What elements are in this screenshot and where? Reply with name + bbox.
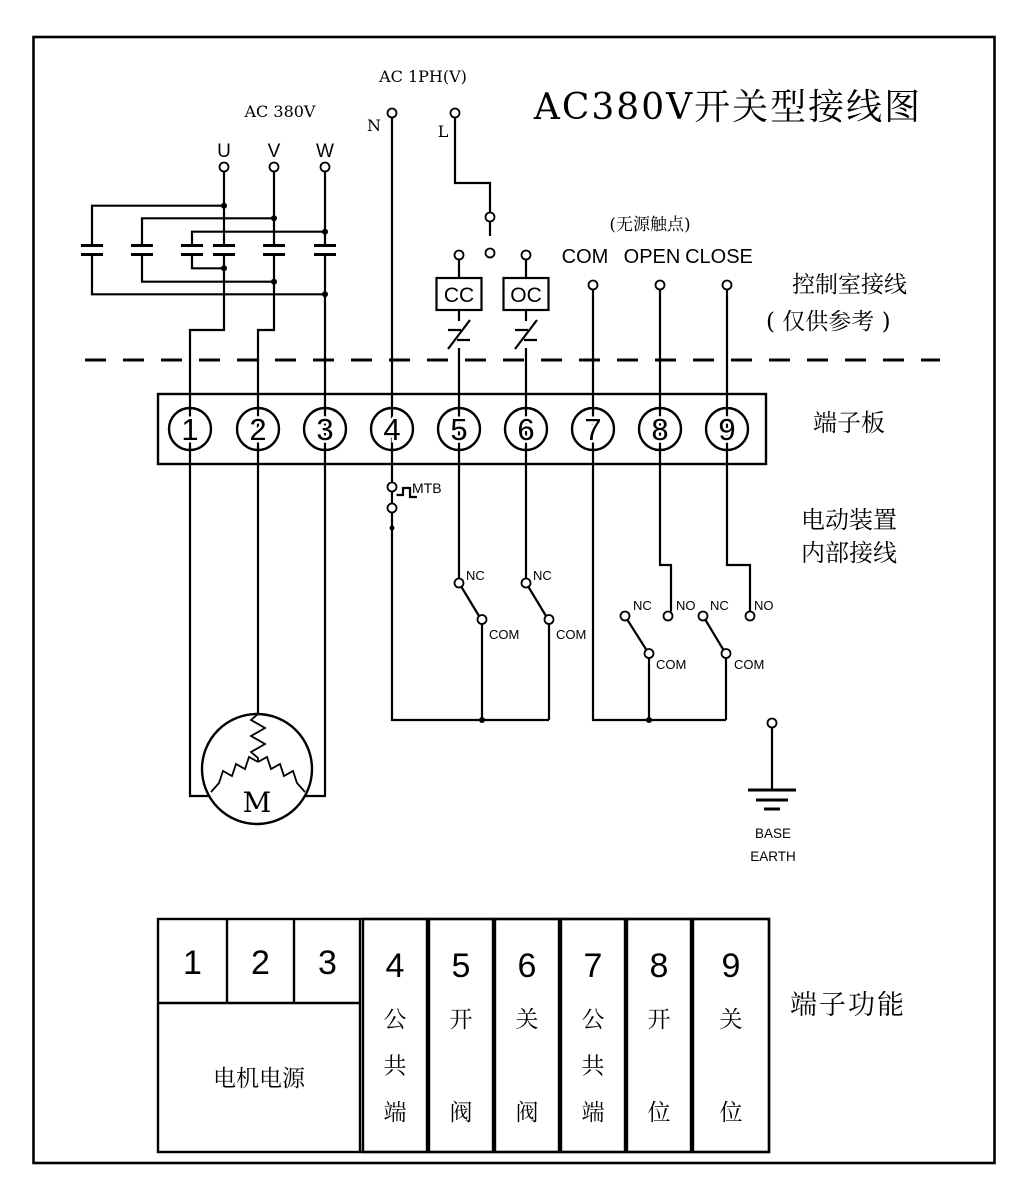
close-signal-label: CLOSE <box>685 246 753 268</box>
motor-power-cell: 电机电源 <box>213 1066 305 1092</box>
nc-label: NC <box>533 568 552 583</box>
contact-symbol-oc <box>515 320 537 349</box>
base-earth-line1: BASE <box>754 826 792 841</box>
neutral-label: N <box>367 116 381 135</box>
single-phase-label: AC 1PH(V) <box>379 67 467 86</box>
table-number: 2 <box>251 944 270 982</box>
three-phase-label: AC 380V <box>244 102 316 121</box>
phase-v-label: V <box>267 141 281 162</box>
table-number: 5 <box>451 947 471 985</box>
table-number: 8 <box>649 947 669 985</box>
terminal-function-label: 端子功能 <box>790 990 906 1021</box>
terminal-board-numbers <box>181 412 735 447</box>
base-earth-line2: EARTH <box>750 849 796 864</box>
table-number: 9 <box>721 947 741 985</box>
oc-coil-label: OC <box>510 284 542 307</box>
table-number: 6 <box>517 947 537 985</box>
com-label: COM <box>656 657 687 672</box>
phase-u-label: U <box>217 141 231 162</box>
nc-label: NC <box>710 598 729 613</box>
capacitor-plates <box>81 246 336 255</box>
control-room-wiring-label: 控制室接线 <box>792 272 907 298</box>
diagram-title: AC380V开关型接线图 <box>533 87 923 128</box>
mtb-label: MTB <box>412 480 442 496</box>
function-table-numbers <box>183 944 740 985</box>
open-signal-label: OPEN <box>623 246 681 268</box>
no-label: NO <box>754 598 774 613</box>
terminal-number: 8 <box>651 412 669 447</box>
terminal-number: 4 <box>383 412 401 447</box>
column-function-label: 公共端 <box>383 1007 407 1126</box>
table-number: 4 <box>385 947 405 985</box>
phase-wires <box>190 172 325 797</box>
com-signal-label: COM <box>561 246 609 268</box>
table-number: 7 <box>583 947 603 985</box>
actuator-label-line1: 电动装置 <box>801 506 897 534</box>
earth-symbol <box>748 790 796 809</box>
com-label: COM <box>556 627 587 642</box>
column-function-label: 开位 <box>647 1007 671 1126</box>
no-label: NO <box>676 598 696 613</box>
nc-label: NC <box>633 598 652 613</box>
column-function-label: 关阀 <box>515 1007 539 1126</box>
capacitor-network <box>92 206 325 295</box>
cc-coil-label: CC <box>443 284 475 307</box>
terminal-number: 3 <box>316 412 334 447</box>
contact-symbol-cc <box>448 320 470 349</box>
terminal-number: 9 <box>718 412 736 447</box>
terminal-board-label: 端子板 <box>813 409 885 437</box>
column-function-label: 关位 <box>719 1007 743 1126</box>
table-number: 1 <box>183 944 202 982</box>
table-number: 3 <box>318 944 337 982</box>
terminal-number: 7 <box>584 412 602 447</box>
terminal-number: 5 <box>450 412 468 447</box>
terminal-number: 6 <box>517 412 535 447</box>
dry-contact-note: (无源触点) <box>609 215 691 235</box>
function-table-vertical-labels <box>384 1007 743 1126</box>
reference-only-label: ( 仅供参考 ) <box>766 309 891 335</box>
column-function-label: 开阀 <box>449 1007 473 1126</box>
column-function-label: 公共端 <box>581 1007 605 1126</box>
com-label: COM <box>734 657 765 672</box>
com-label: COM <box>489 627 520 642</box>
terminal-number: 2 <box>249 412 267 447</box>
terminal-number: 1 <box>181 412 199 447</box>
actuator-label-line2: 内部接线 <box>801 539 897 567</box>
motor-label: M <box>242 786 272 819</box>
line-label: L <box>437 122 449 141</box>
nc-label: NC <box>466 568 485 583</box>
phase-w-label: W <box>316 141 334 162</box>
